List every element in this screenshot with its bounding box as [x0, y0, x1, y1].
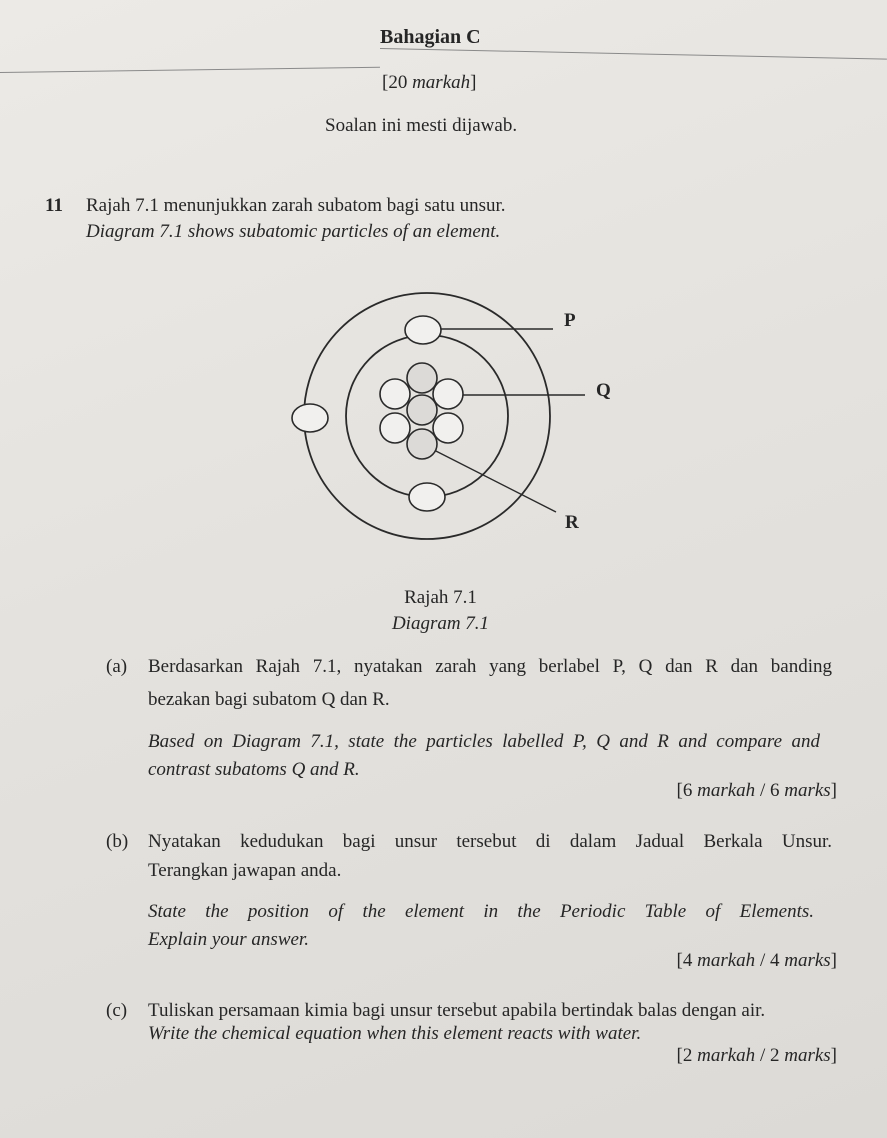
part-a-en-line1: Based on Diagram 7.1, state the particles labelled P, Q and R and compare and: [148, 731, 820, 752]
part-c-ms-line1: Tuliskan persamaan kimia bagi unsur tersebut apabila bertindak balas dengan air.: [148, 1000, 766, 1021]
part-b-ms-line2: Terangkan jawapan anda.: [148, 860, 342, 881]
section-title: Bahagian C: [380, 26, 481, 48]
part-a-letter: (a): [106, 656, 128, 677]
nucleus-particle: [407, 363, 437, 393]
electron: [405, 316, 441, 344]
instruction: Soalan ini mesti dijawab.: [325, 115, 518, 136]
nucleus-particle: [380, 413, 410, 443]
diagram-caption-en: Diagram 7.1: [391, 613, 490, 634]
part-c-en-line1: Write the chemical equation when this element reacts with water.: [148, 1023, 642, 1044]
part-b-letter: (b): [106, 831, 129, 852]
question-stem-en: Diagram 7.1 shows subatomic particles of an element.: [86, 221, 501, 242]
section-marks: [20 markah]: [382, 72, 477, 93]
part-c-marks: [2 markah / 2 marks]: [676, 1045, 837, 1066]
label-q: Q: [596, 380, 611, 401]
part-b-en-line1: State the position of the element in the Periodic Table of Elements.: [148, 901, 814, 922]
question-number: 11: [45, 195, 63, 216]
part-b-en-line2: Explain your answer.: [148, 929, 309, 950]
part-b-marks: [4 markah / 4 marks]: [676, 950, 837, 971]
diagram-caption-ms: Rajah 7.1: [404, 587, 477, 608]
part-b-ms-line1: Nyatakan kedudukan bagi unsur tersebut di dalam Jadual Berkala Unsur.: [148, 831, 832, 852]
part-a-ms-line1: Berdasarkan Rajah 7.1, nyatakan zarah yang berlabel P, Q dan R dan banding: [148, 656, 832, 677]
label-p: P: [564, 310, 576, 331]
part-a-en-line2: contrast subatoms Q and R.: [148, 759, 360, 780]
part-a-ms-line2: bezakan bagi subatom Q dan R.: [148, 689, 390, 710]
nucleus-particle: [380, 379, 410, 409]
part-a-marks: [6 markah / 6 marks]: [676, 780, 837, 801]
nucleus-particle: [407, 395, 437, 425]
electron: [409, 483, 445, 511]
part-c-letter: (c): [106, 1000, 128, 1021]
electron: [292, 404, 328, 432]
nucleus-particle: [433, 413, 463, 443]
label-r: R: [565, 512, 579, 533]
question-stem-ms: Rajah 7.1 menunjukkan zarah subatom bagi satu unsur.: [86, 195, 506, 216]
nucleus-particle: [407, 429, 437, 459]
leader-line-r: [428, 447, 556, 512]
nucleus-particle: [433, 379, 463, 409]
